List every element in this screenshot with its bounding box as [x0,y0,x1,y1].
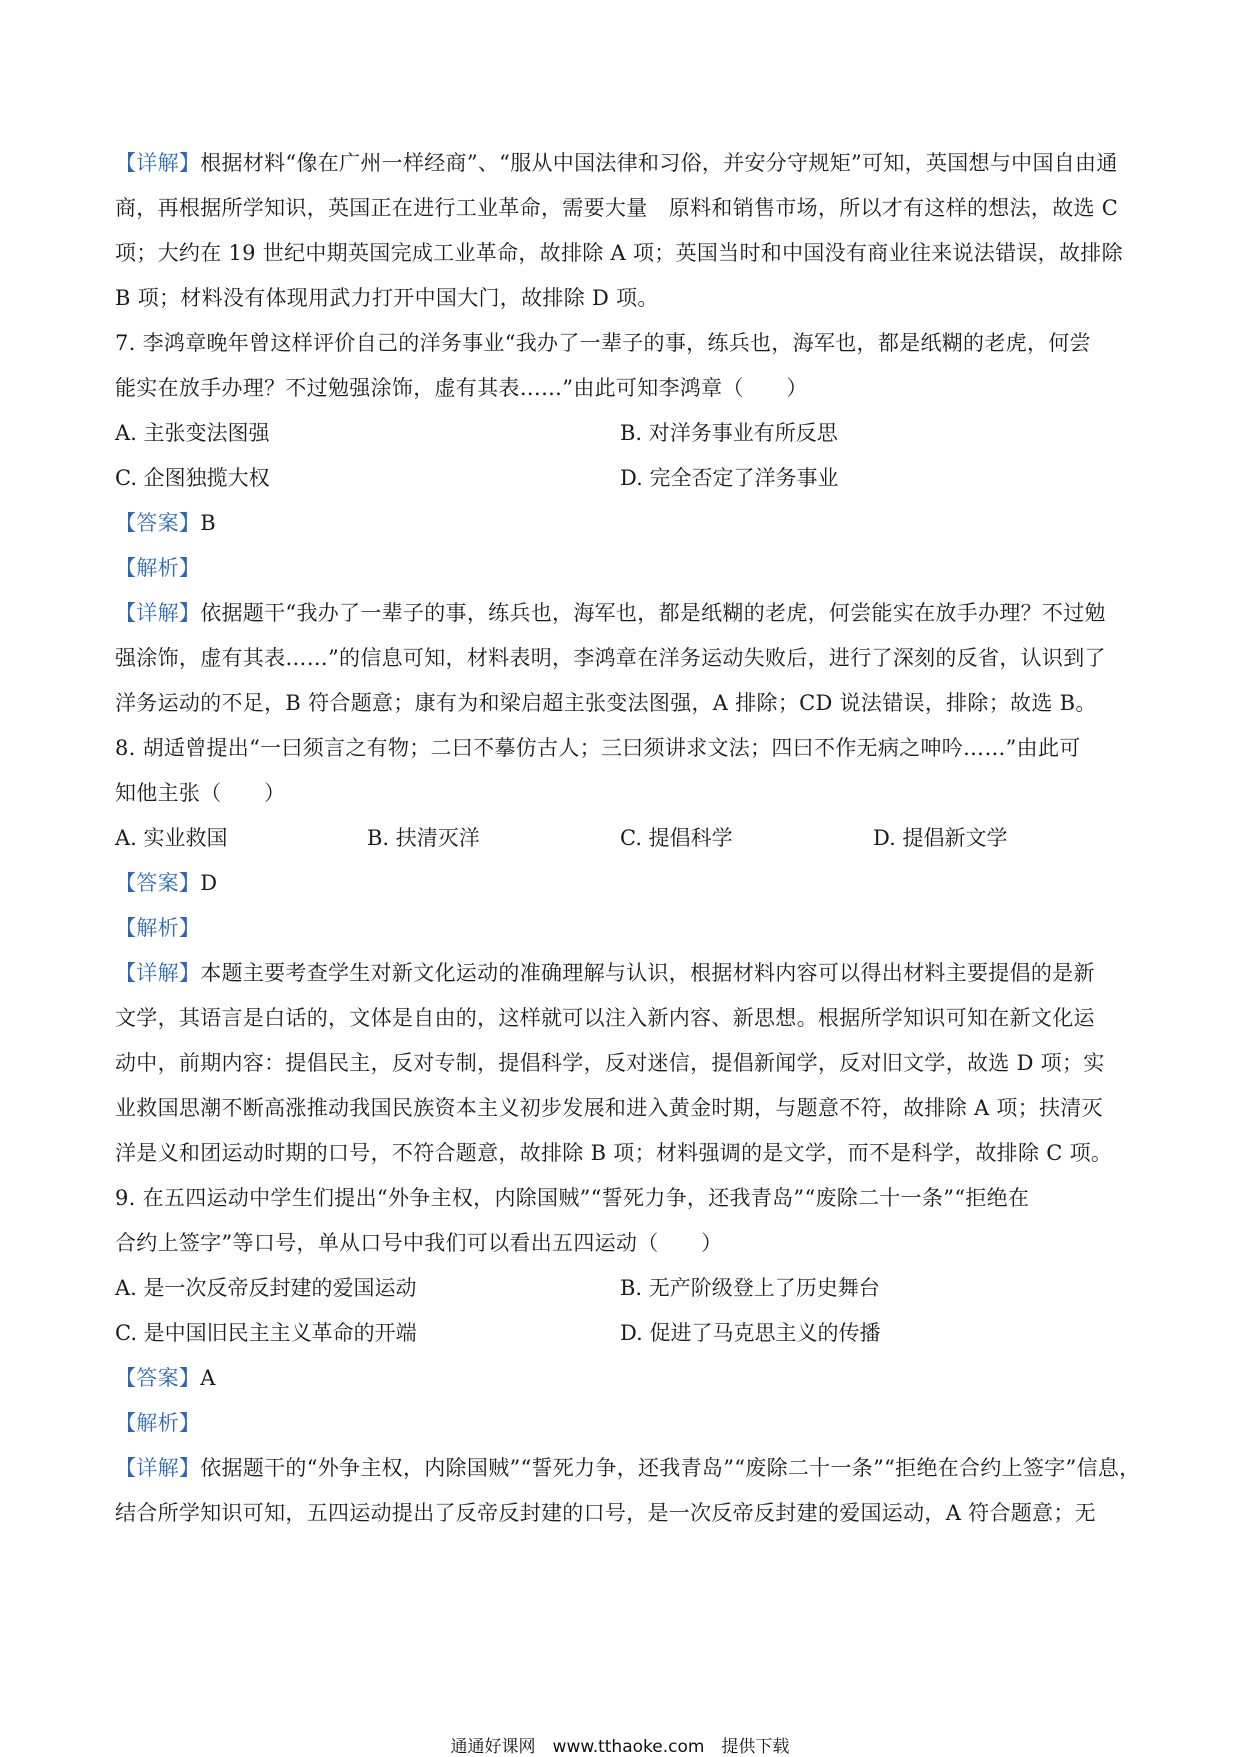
page-footer: 通通好课网 www.tthaoke.com 提供下载 [450,1737,790,1757]
q9-option-c: C. 是中国旧民主主义革命的开端 [115,1321,417,1345]
q7-detail-line-2: 强涂饰，虚有其表……”的信息可知，材料表明，李鸿章在洋务运动失败后，进行了深刻的反省，认识到了 [115,646,1106,670]
q8-detail-line-3: 动中，前期内容：提倡民主，反对专制，提倡科学，反对迷信，提倡新闻学，反对旧文学，故选 D 项；实 [115,1051,1105,1075]
q8-detail-line-5: 洋是义和团运动时期的口号，不符合题意，故排除 B 项；材料强调的是文学，而不是科学，故排除 C 项。 [115,1141,1113,1165]
q7-option-d: D. 完全否定了洋务事业 [620,466,839,490]
q8-option-b: B. 扶清灭洋 [367,826,480,850]
q9-analysis-heading: 【解析】 [115,1411,201,1435]
q7-option-a: A. 主张变法图强 [115,421,270,445]
q7-stem-line-1: 7. 李鸿章晚年曾这样评价自己的洋务事业“我办了一辈子的事，练兵也，海军也，都是纸糊的老虎，何尝 [115,331,1091,355]
q7-detail-line-3: 洋务运动的不足，B 符合题意；康有为和梁启超主张变法图强，A 排除；CD 说法错误，排除；故选 B。 [115,691,1097,715]
q8-option-c: C. 提倡科学 [620,826,733,850]
q7-option-b: B. 对洋务事业有所反思 [620,421,838,445]
q9-stem-line-2: 合约上签字”等口号，单从口号中我们可以看出五四运动（ ） [115,1231,723,1255]
q6-detail-line-3: 项；大约在 19 世纪中期英国完成工业革命，故排除 A 项；英国当时和中国没有商业往来说法错误，故排除 [115,241,1123,265]
q9-option-a: A. 是一次反帝反封建的爱国运动 [115,1276,417,1300]
q7-detail-line-1: 【详解】依据题干“我办了一辈子的事，练兵也，海军也，都是纸糊的老虎，何尝能实在放手办理？不过勉 [115,601,1106,625]
q7-answer: 【答案】B [115,511,216,535]
q8-detail-line-1: 【详解】本题主要考查学生对新文化运动的准确理解与认识，根据材料内容可以得出材料主要提倡的是新 [115,961,1095,985]
q9-option-b: B. 无产阶级登上了历史舞台 [620,1276,880,1300]
q6-detail-line-4: B 项；材料没有体现用武力打开中国大门，故排除 D 项。 [115,286,659,310]
q6-detail-line-1: 【详解】根据材料“像在广州一样经商”、“服从中国法律和习俗，并安分守规矩”可知，英国想与中国自由通 [115,151,1118,175]
q8-detail-line-2: 文学，其语言是白话的，文体是自由的，这样就可以注入新内容、新思想。根据所学知识可知在新文化运 [115,1006,1095,1030]
q7-option-c: C. 企图独揽大权 [115,466,270,490]
q6-detail-line-2: 商，再根据所学知识，英国正在进行工业革命，需要大量 原料和销售市场，所以才有这样的想法，故选 C [115,196,1119,220]
q8-stem-line-1: 8. 胡适曾提出“一曰须言之有物；二曰不摹仿古人；三曰须讲求文法；四曰不作无病之呻吟……”由此可 [115,736,1081,760]
q8-detail-line-4: 业救国思潮不断高涨推动我国民族资本主义初步发展和进入黄金时期，与题意不符，故排除 A 项；扶清灭 [115,1096,1103,1120]
q9-detail-line-1: 【详解】依据题干的“外争主权，内除国贼”“誓死力争，还我青岛”“废除二十一条”“拒绝在合约上签字”信息， [115,1456,1141,1480]
q7-stem-line-2: 能实在放手办理？不过勉强涂饰，虚有其表……”由此可知李鸿章（ ） [115,376,808,400]
q9-stem-line-1: 9. 在五四运动中学生们提出“外争主权，内除国贼”“誓死力争，还我青岛”“废除二十一条”“拒绝在 [115,1186,1030,1210]
q8-option-d: D. 提倡新文学 [873,826,1008,850]
q8-stem-line-2: 知他主张（ ） [115,781,286,805]
q8-option-a: A. 实业救国 [115,826,228,850]
q9-answer: 【答案】A [115,1366,216,1390]
q7-analysis-heading: 【解析】 [115,556,201,580]
q9-option-d: D. 促进了马克思主义的传播 [620,1321,881,1345]
q9-detail-line-2: 结合所学知识可知，五四运动提出了反帝反封建的口号，是一次反帝反封建的爱国运动，A 符合题意；无 [115,1501,1096,1525]
q8-analysis-heading: 【解析】 [115,916,201,940]
q8-answer: 【答案】D [115,871,218,895]
